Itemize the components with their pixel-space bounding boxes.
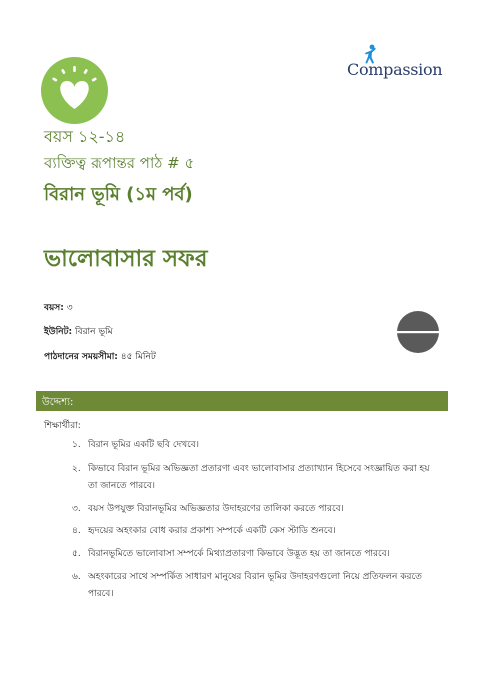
meta-unit bbox=[44, 324, 113, 339]
compassion-logo bbox=[347, 44, 447, 84]
meta-unit-value: বিরান ভূমি bbox=[72, 327, 113, 337]
list-item-number: ৩. bbox=[72, 504, 81, 514]
list-item-number: ৬. bbox=[72, 572, 81, 582]
list-item-text: বিরান ভূমির একটি ছবি দেখবে। bbox=[88, 440, 199, 450]
meta-age bbox=[44, 300, 73, 315]
meta-unit-label: ইউনিট: bbox=[44, 327, 73, 337]
objectives-header-bar bbox=[36, 391, 448, 411]
list-item-number: ৫. bbox=[72, 549, 81, 559]
list-item-text: বয়স উপযুক্ত বিরানভূমির অভিজ্ঞতার উদাহরণের তালিকা করতে পারবে। bbox=[88, 504, 344, 514]
meta-time bbox=[44, 349, 156, 364]
students-label: শিক্ষার্থীরা: bbox=[44, 421, 81, 431]
list-item-number: ১. bbox=[72, 440, 81, 450]
list-item-number: ৪. bbox=[72, 526, 81, 536]
list-item-text: বিরানভূমিতে ভালোবাসা সম্পর্কে মিথ্যাপ্রতারণা কিভাবে উদ্ভূত হয় তা জানতে পারবে। bbox=[88, 549, 390, 559]
lesson-series: ব্যক্তিত্ব রূপান্তর পাঠ # ৫ bbox=[44, 154, 195, 172]
unit-title: বিরান ভূমি (১ম পর্ব) bbox=[44, 184, 193, 205]
meta-age-value: ৩ bbox=[63, 303, 73, 313]
heart-icon bbox=[41, 57, 108, 124]
meta-time-label: পাঠদানের সময়সীমা: bbox=[44, 352, 118, 362]
list-item-number: ২. bbox=[72, 464, 81, 474]
meta-time-value: ৪৫ মিনিট bbox=[117, 352, 156, 362]
list-item-text: হৃদয়ের অহংকার বোধ করার প্রকাশ্য সম্পর্কে একটি কেস স্টাডি শুনবে। bbox=[88, 526, 336, 536]
list-item-text: কিভাবে বিরান ভূমির অভিজ্ঞতা প্রতারণা এবং ভালোবাসার প্রত্যাখ্যান হিসেবে সংজ্ঞায়িত করা হয় তা জানতে পারবে। bbox=[88, 464, 430, 491]
list-item-text: অহংকারের সাথে সম্পর্কিত সাধারণ মানুষের বিরান ভূমির উদাহরণগুলো নিয়ে প্রতিফলন করতে পারবে। bbox=[88, 572, 422, 599]
logo-wordmark: Compassion bbox=[347, 60, 443, 79]
page-title: ভালোবাসার সফর bbox=[44, 246, 208, 272]
objectives-heading: উদ্দেশ্য: bbox=[42, 397, 74, 408]
meta-age-label: বয়স: bbox=[44, 303, 64, 313]
age-range: বয়স ১২-১৪ bbox=[44, 127, 126, 146]
half-moon-icon bbox=[397, 311, 439, 353]
